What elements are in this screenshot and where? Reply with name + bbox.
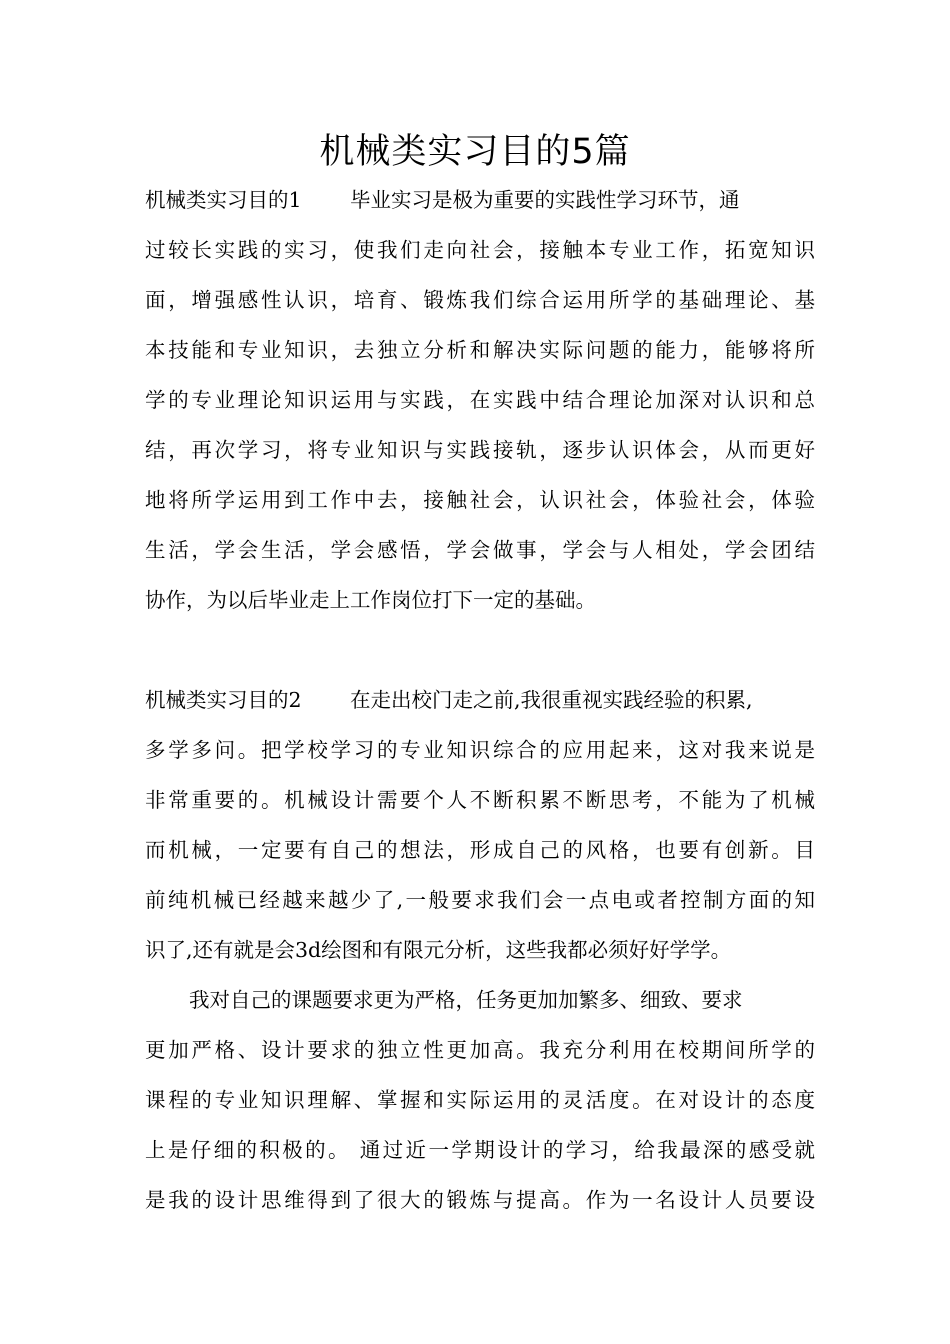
document-title: 机械类实习目的5篇 [319, 132, 631, 172]
paragraph2-first-line [145, 985, 815, 1015]
section1-first-line-text: 毕业实习是极为重要的实践性学习环节，通 [350, 188, 740, 212]
paragraph-line: 面，增强感性认识，培育、锻炼我们综合运用所学的基础理论、基 [145, 288, 815, 312]
section1-first-line [145, 185, 815, 215]
paragraph-line: 协作，为以后毕业走上工作岗位打下一定的基础。 [145, 588, 596, 612]
paragraph-line: 过较长实践的实习，使我们走向社会，接触本专业工作，拓宽知识 [145, 238, 815, 262]
paragraph-line: 学的专业理论知识运用与实践，在实践中结合理论加深对认识和总 [145, 388, 815, 412]
section2-first-line [145, 685, 815, 715]
paragraph-line: 上是仔细的积极的。 通过近一学期设计的学习，给我最深的感受就 [145, 1138, 815, 1162]
paragraph-line: 多学多问。把学校学习的专业知识综合的应用起来，这对我来说是 [145, 738, 815, 762]
paragraph-line: 前纯机械已经越来越少了,一般要求我们会一点电或者控制方面的知 [145, 888, 815, 912]
paragraph-line: 更加严格、设计要求的独立性更加高。我充分利用在校期间所学的 [145, 1038, 815, 1062]
paragraph-line: 本技能和专业知识，去独立分析和解决实际问题的能力，能够将所 [145, 338, 815, 362]
paragraph-line: 课程的专业知识理解、掌握和实际运用的灵活度。在对设计的态度 [145, 1088, 815, 1112]
paragraph-line: 是我的设计思维得到了很大的锻炼与提高。作为一名设计人员要设 [145, 1188, 815, 1212]
paragraph-line: 地将所学运用到工作中去，接触社会，认识社会，体验社会，体验 [145, 488, 815, 512]
paragraph2-first-line-text: 我对自己的课题要求更为严格，任务更加加繁多、细致、要求 [189, 988, 743, 1012]
paragraph-line: 结，再次学习，将专业知识与实践接轨，逐步认识体会，从而更好 [145, 438, 815, 462]
paragraph-line: 生活，学会生活，学会感悟，学会做事，学会与人相处，学会团结 [145, 538, 815, 562]
section2-heading: 机械类实习目的2 [145, 688, 302, 712]
paragraph-line: 识了,还有就是会3d绘图和有限元分析，这些我都必须好好学学。 [145, 938, 732, 962]
section2-first-line-text: 在走出校门走之前,我很重视实践经验的积累, [350, 688, 753, 712]
section1-heading: 机械类实习目的1 [145, 188, 302, 212]
paragraph-line: 非常重要的。机械设计需要个人不断积累不断思考，不能为了机械 [145, 788, 815, 812]
paragraph-line: 而机械，一定要有自己的想法，形成自己的风格，也要有创新。目 [145, 838, 815, 862]
